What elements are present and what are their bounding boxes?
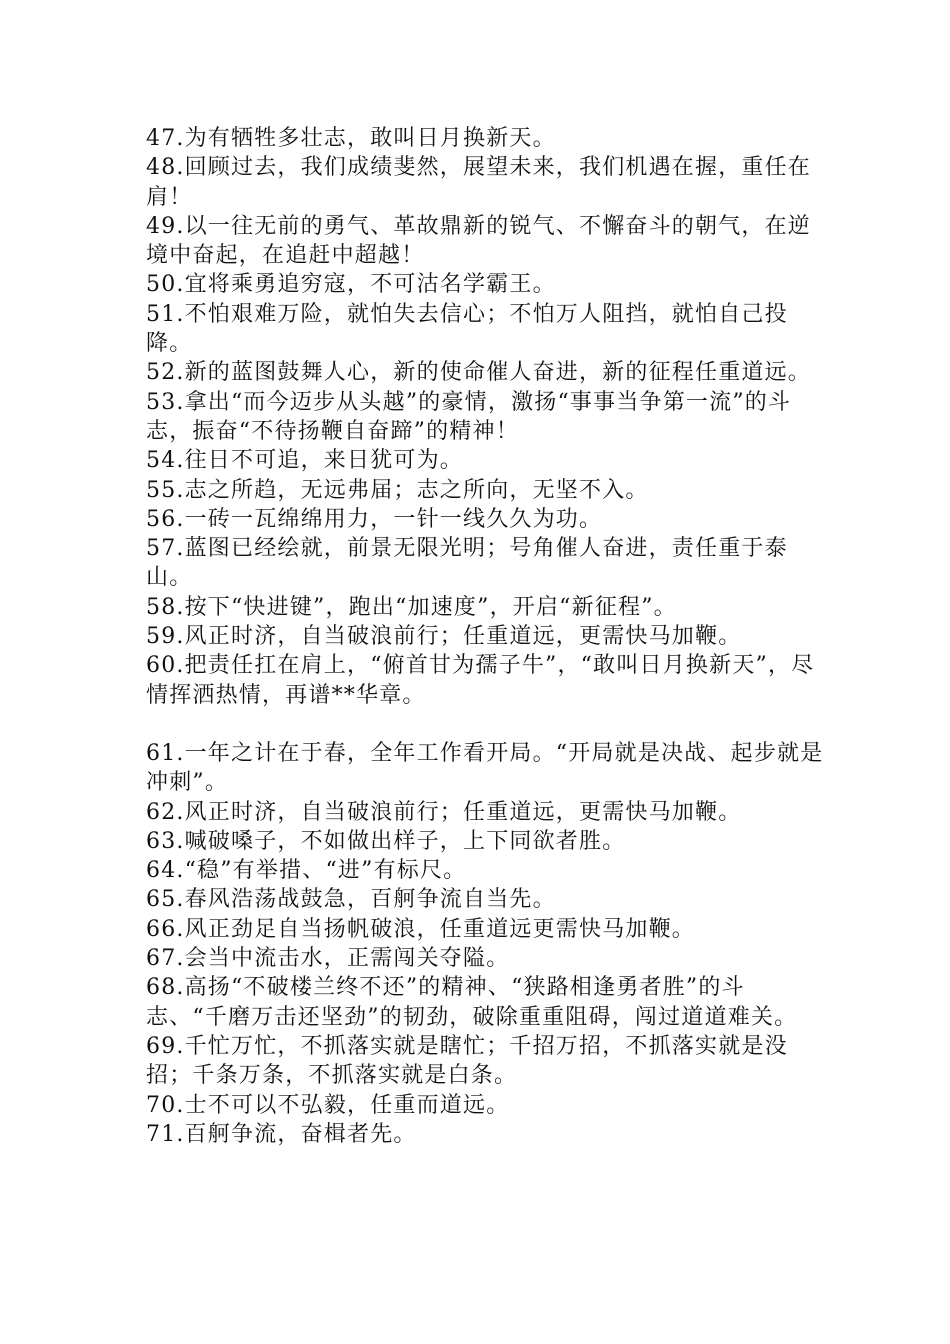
list-item: 49.以一往无前的勇气、革故鼎新的锐气、不懈奋斗的朝气，在逆境中奋起，在追赶中超越！: [146, 213, 811, 269]
section-spacer: [146, 710, 826, 739]
list-item: 48.回顾过去，我们成绩斐然，展望未来，我们机遇在握，重任在肩！: [146, 155, 811, 210]
list-item: 47.为有牺牲多壮志，敢叫日月换新天。: [146, 126, 556, 151]
list-item: 70.士不可以不弘毅，任重而道远。: [146, 1092, 510, 1118]
list-item: 68.高扬“不破楼兰终不还”的精神、“狭路相逢勇者胜”的斗志、“千磨万击还坚劲”的韧劲，破除重重阻碍，闯过道道难关。: [146, 975, 798, 1030]
list-item: 64.“稳”有举措、“进”有标尺。: [146, 858, 467, 884]
list-item: 55.志之所趋，无远弗届；志之所向，无坚不入。: [146, 477, 649, 503]
list-item: 51.不怕艰难万险，就怕失去信心；不怕万人阻挡，就怕自己投降。: [146, 301, 788, 357]
list-item: 59.风正时济，自当破浪前行；任重道远，更需快马加鞭。: [146, 624, 742, 650]
list-item: 60.把责任扛在肩上，“俯首甘为孺子牛”，“敢叫日月换新天”，尽情挥洒热情，再谱**华章。: [146, 653, 815, 708]
list-item: 71.百舸争流，奋楫者先。: [146, 1121, 417, 1147]
document-page: [146, 124, 826, 1149]
list-item: 53.拿出“而今迈步从头越”的豪情，激扬“事事当争第一流”的斗志，振奋“不待扬鞭自奋蹄”的精神！: [146, 389, 792, 444]
list-item: 54.往日不可追，来日犹可为。: [146, 448, 463, 474]
quote-list-section-b: [146, 739, 826, 1149]
list-item: 57.蓝图已经绘就，前景无限光明；号角催人奋进，责任重于泰山。: [146, 536, 788, 591]
list-item: 52.新的蓝图鼓舞人心，新的使命催人奋进，新的征程任重道远。: [146, 360, 811, 386]
list-item: 50.宜将乘勇追穷寇，不可沽名学霸王。: [146, 272, 556, 298]
list-item: 67.会当中流击水，正需闯关夺隘。: [146, 946, 510, 972]
list-item: 65.春风浩荡战鼓急，百舸争流自当先。: [146, 887, 556, 913]
list-item: 61.一年之计在于春，全年工作看开局。“开局就是决战、起步就是冲刺”。: [146, 740, 824, 796]
list-item: 58.按下“快进键”，跑出“加速度”，开启“新征程”。: [146, 594, 677, 620]
quote-list-section-a: [146, 124, 826, 710]
list-item: 63.喊破嗓子，不如做出样子，上下同欲者胜。: [146, 828, 626, 854]
list-item: 66.风正劲足自当扬帆破浪，任重道远更需快马加鞭。: [146, 916, 695, 942]
list-item: 62.风正时济，自当破浪前行；任重道远，更需快马加鞭。: [146, 799, 742, 825]
list-item: 69.千忙万忙，不抓落实就是瞎忙；千招万招，不抓落实就是没招；千条万条，不抓落实就是白条。: [146, 1033, 788, 1089]
list-item: 56.一砖一瓦绵绵用力，一针一线久久为功。: [146, 506, 603, 532]
